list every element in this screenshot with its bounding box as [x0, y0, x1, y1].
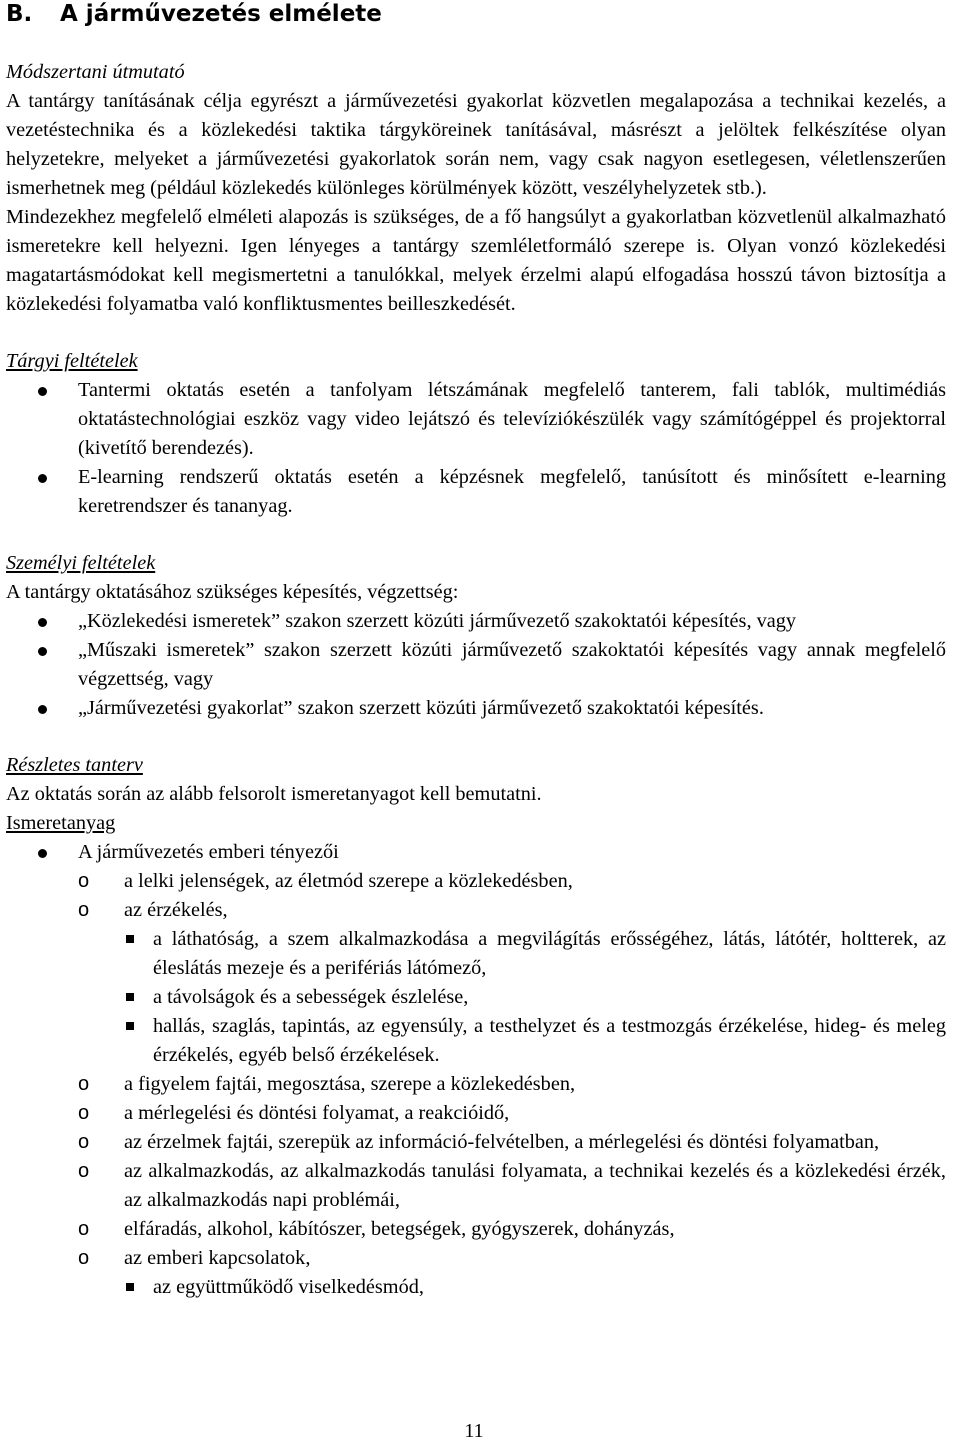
- circle-bullet-icon: o: [78, 1160, 90, 1182]
- material-list: [6, 376, 946, 521]
- circle-bullet-icon: o: [78, 1131, 90, 1153]
- list-item: „Közlekedési ismeretek” szakon szerzett közúti járművezető szakoktatói képesítés, vagy: [6, 607, 946, 636]
- list-item: o elfáradás, alkohol, kábítószer, betegségek, gyógyszerek, dohányzás,: [64, 1215, 946, 1244]
- list-item: o az érzékelés, a láthatóság, a szem alkalmazkodása a megvilágítás erősségéhez, látás, látótér, holtterek, az éleslátás mezeje és a perifériás látómező, a távolságok és a sebességek észlelése, hallás, szaglás, tapintás, az egyensúly, a testhelyzet és a testmozgás érzékelése, hideg- és meleg érzékelés, egyéb belső érzékelések.: [64, 896, 946, 1070]
- page-number: 11: [464, 1420, 484, 1442]
- section-heading: [6, 0, 946, 28]
- method-paragraph-1: A tantárgy tanításának célja egyrészt a járművezetési gyakorlat közvetlen megalapozása a technikai kezelés, a vezetéstechnika és a közlekedési taktika tárgyköreinek tanításával, másrészt a jelöltek felkészítése olyan helyzetekre, melyeket a járművezetési gyakorlatok során nem, vagy csak nagyon esetlegesen, véletlenszerűen ismerhetnek meg (például közlekedés különleges körülmények között, veszélyhelyzetek stb.).: [6, 90, 946, 199]
- list-item: Tantermi oktatás esetén a tanfolyam létszámának megfelelő tanterem, fali tablók, multimédiás oktatástechnológiai eszköz vagy video lejátszó és televíziókészülék vagy számítógéppel és projektorral (kivetítő berendezés).: [6, 376, 946, 463]
- list-item: E-learning rendszerű oktatás esetén a képzésnek megfelelő, tanúsított és minősített e-learning keretrendszer és tananyag.: [6, 463, 946, 521]
- circle-bullet-icon: o: [78, 899, 90, 921]
- personal-title: Személyi feltételek: [6, 552, 156, 574]
- bullet-icon: [38, 647, 47, 656]
- square-bullet-icon: [126, 1283, 134, 1291]
- list-item: o a figyelem fajtái, megosztása, szerepe a közlekedésben,: [64, 1070, 946, 1099]
- list-item: „Műszaki ismeretek” szakon szerzett közúti járművezető szakoktatói képesítés vagy annak megfelelő végzettség, vagy: [6, 636, 946, 694]
- material-title: Tárgyi feltételek: [6, 350, 138, 372]
- curriculum-label: Ismeretanyag: [6, 812, 116, 834]
- section-title: A járművezetés elmélete: [60, 1, 382, 27]
- relations-list: [124, 1273, 946, 1302]
- circle-bullet-icon: o: [78, 1073, 90, 1095]
- bullet-icon: [38, 618, 47, 627]
- list-item: a távolságok és a sebességek észlelése,: [124, 983, 946, 1012]
- bullet-icon: [38, 705, 47, 714]
- curriculum-intro: Az oktatás során az alább felsorolt ismeretanyagot kell bemutatni.: [6, 783, 542, 805]
- curriculum-title: Részletes tanterv: [6, 754, 143, 776]
- section-number: B.: [6, 1, 33, 27]
- list-item: o az alkalmazkodás, az alkalmazkodás tanulási folyamata, a technikai kezelés és a közlekedési érzék, az alkalmazkodás napi problémái,: [64, 1157, 946, 1215]
- list-item: A járművezetés emberi tényezői: [6, 838, 946, 867]
- square-bullet-icon: [126, 993, 134, 1001]
- method-title: Módszertani útmutató: [6, 61, 185, 83]
- list-item: az együttműködő viselkedésmód,: [124, 1273, 946, 1302]
- bullet-icon: [38, 387, 47, 396]
- list-item: o az érzelmek fajtái, szerepük az információ-felvételben, a mérlegelési és döntési folyamatban,: [64, 1128, 946, 1157]
- personal-list: [6, 607, 946, 723]
- list-item: o a mérlegelési és döntési folyamat, a reakcióidő,: [64, 1099, 946, 1128]
- list-item: hallás, szaglás, tapintás, az egyensúly, a testhelyzet és a testmozgás érzékelése, hideg- és meleg érzékelés, egyéb belső érzékelések.: [124, 1012, 946, 1070]
- list-item: a láthatóság, a szem alkalmazkodása a megvilágítás erősségéhez, látás, látótér, holtterek, az éleslátás mezeje és a perifériás látómező,: [124, 925, 946, 983]
- circle-bullet-icon: o: [78, 1247, 90, 1269]
- perception-list: [124, 925, 946, 1070]
- curriculum-sublist: [64, 867, 946, 1302]
- document-page: [6, 0, 946, 1302]
- method-paragraph-2: Mindezekhez megfelelő elméleti alapozás is szükséges, de a fő hangsúlyt a gyakorlatban közvetlenül alkalmazható ismeretekre kell helyezni. Igen lényeges a tantárgy szemléletformáló szerepe is. Olyan vonzó közlekedési magatartásmódokat kell megismertetni a tanulókkal, melyek érzelmi alapú elfogadása hosszú távon biztosítja a közlekedési folyamatba való konfliktusmentes beilleszkedését.: [6, 206, 946, 315]
- square-bullet-icon: [126, 935, 134, 943]
- personal-intro: A tantárgy oktatásához szükséges képesítés, végzettség:: [6, 581, 459, 603]
- list-item: o a lelki jelenségek, az életmód szerepe a közlekedésben,: [64, 867, 946, 896]
- square-bullet-icon: [126, 1022, 134, 1030]
- list-item: o az emberi kapcsolatok, az együttműködő viselkedésmód,: [64, 1244, 946, 1302]
- bullet-icon: [38, 849, 47, 858]
- circle-bullet-icon: o: [78, 1218, 90, 1240]
- circle-bullet-icon: o: [78, 1102, 90, 1124]
- circle-bullet-icon: o: [78, 870, 90, 892]
- list-item: „Járművezetési gyakorlat” szakon szerzett közúti járművezető szakoktatói képesítés.: [6, 694, 946, 723]
- curriculum-list: [6, 838, 946, 867]
- bullet-icon: [38, 474, 47, 483]
